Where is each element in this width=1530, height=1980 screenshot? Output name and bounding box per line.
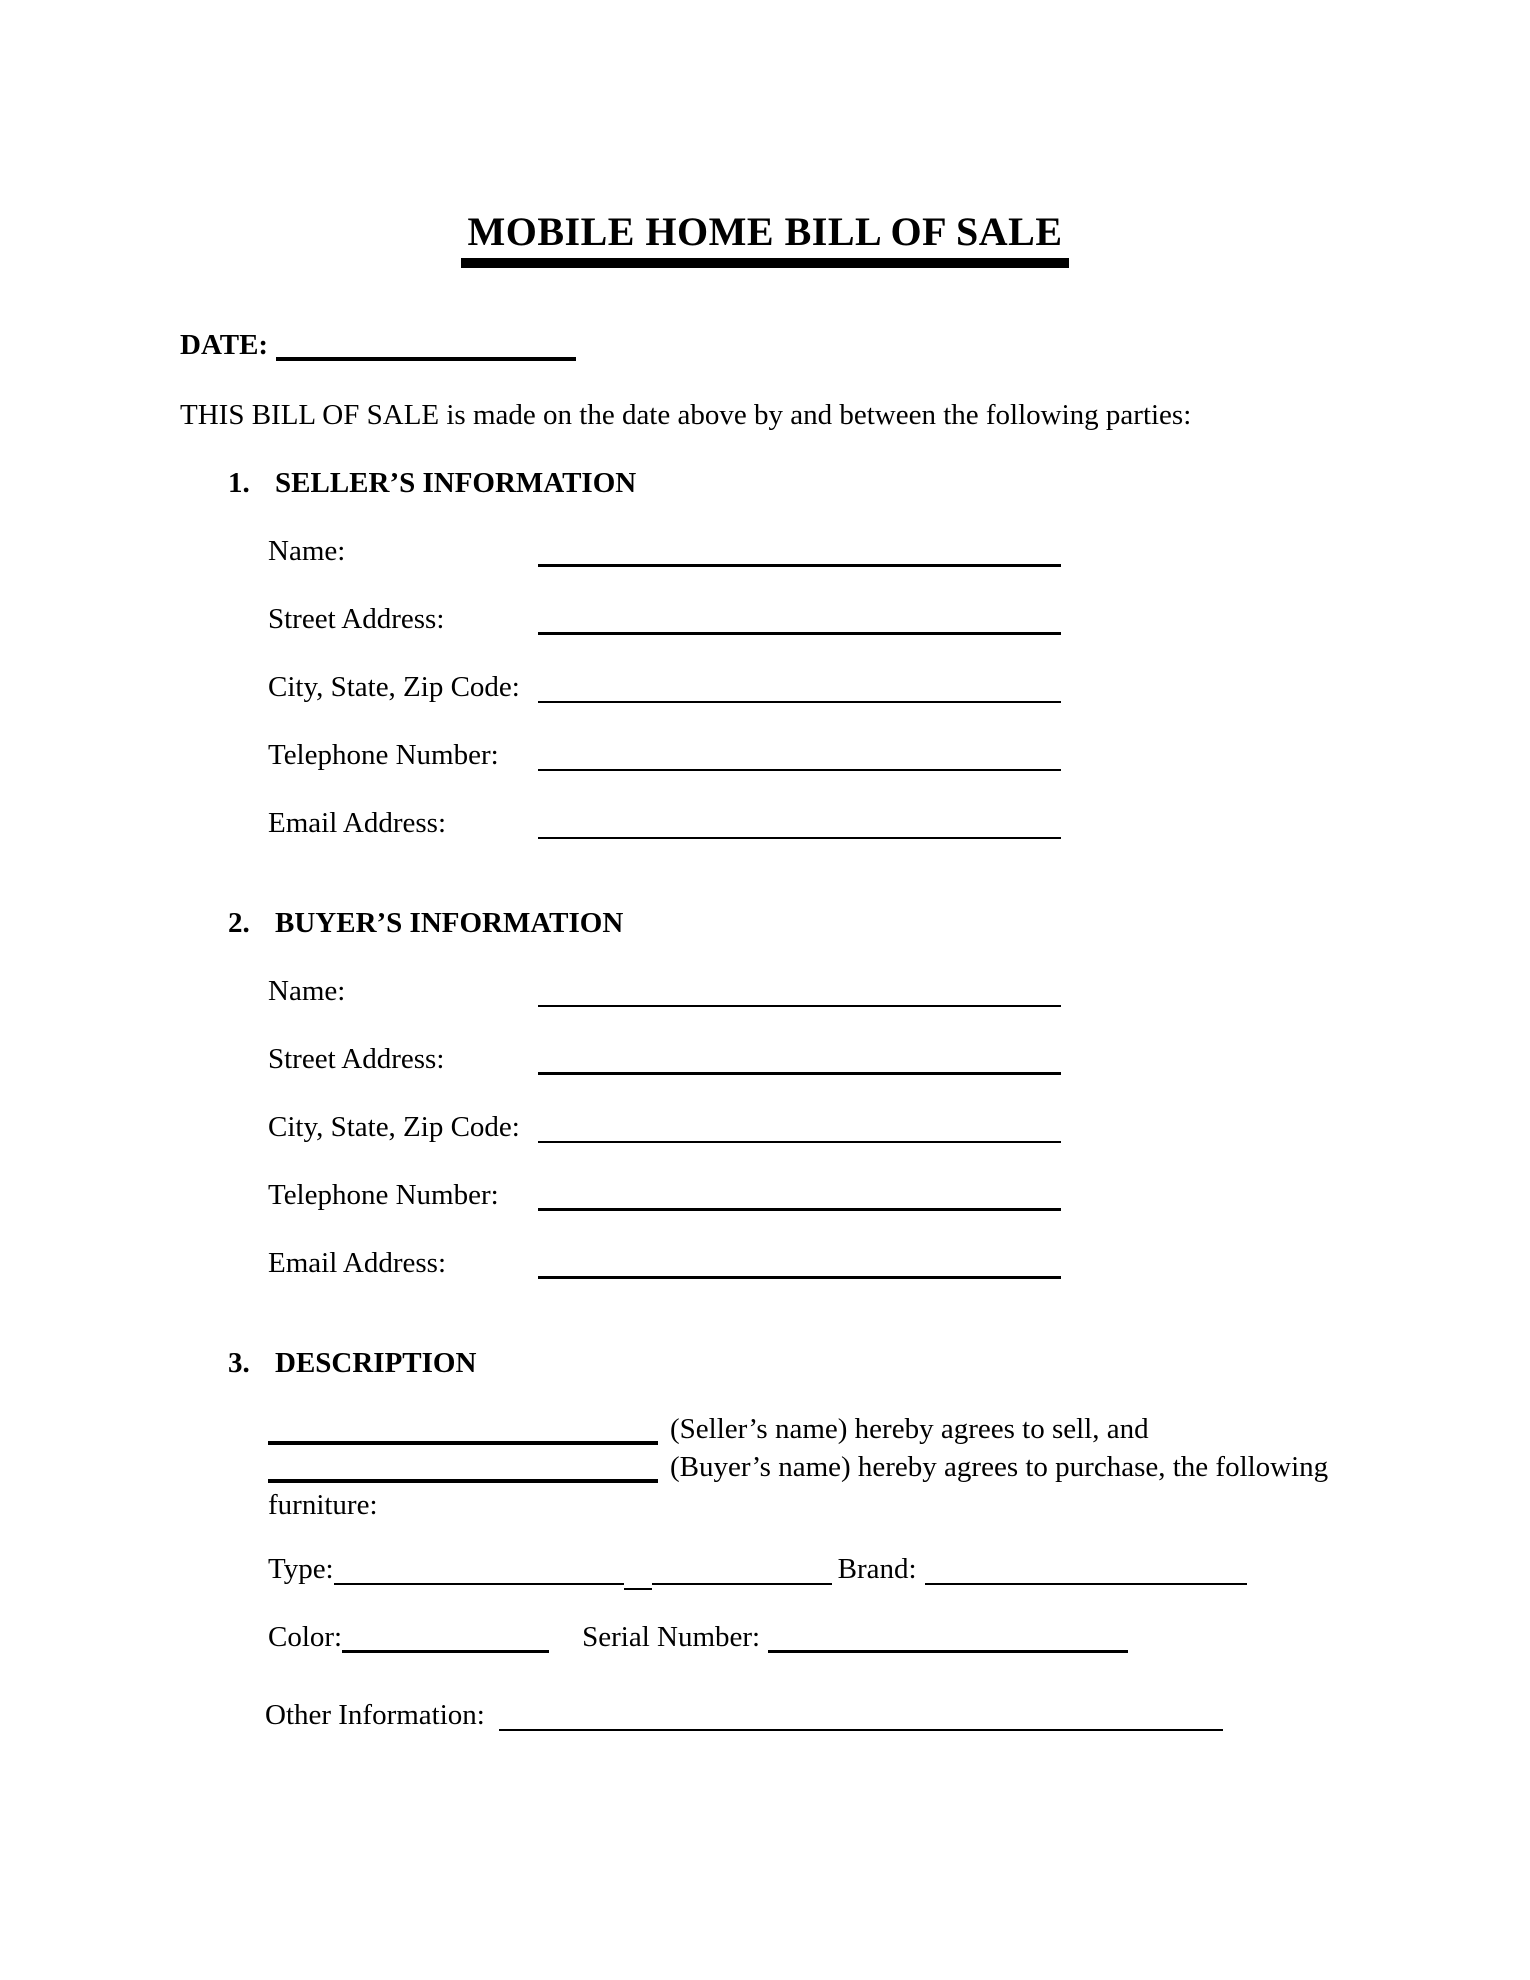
field-row <box>268 1244 1350 1282</box>
seller-agreement-text: (Seller’s name) hereby agrees to sell, and <box>670 1413 1149 1445</box>
seller-name-label: Name: <box>268 535 346 567</box>
section-2-number: 2. <box>228 907 250 939</box>
seller-name-input-line[interactable] <box>538 564 1061 567</box>
buyer-name-label: Name: <box>268 975 346 1007</box>
serial-number-label: Serial Number: <box>582 1621 761 1653</box>
serial-number-input-line[interactable] <box>768 1650 1128 1653</box>
seller-agreement-line <box>268 1410 1350 1448</box>
field-row <box>268 600 1350 638</box>
buyer-agreement-text: (Buyer’s name) hereby agrees to purchase, the following <box>670 1451 1329 1483</box>
field-row <box>268 668 1350 706</box>
section-2-title: BUYER’S INFORMATION <box>275 907 624 939</box>
date-label: DATE: <box>180 329 269 361</box>
color-serial-row <box>268 1618 1350 1656</box>
date-input-line[interactable] <box>276 357 576 361</box>
section-3-heading <box>228 1344 1350 1382</box>
seller-telephone-input-line[interactable] <box>538 769 1061 771</box>
seller-telephone-label: Telephone Number: <box>268 739 499 771</box>
section-1-number: 1. <box>228 467 250 499</box>
other-information-label: Other Information: <box>265 1699 485 1731</box>
section-2-heading <box>228 904 1350 942</box>
field-row <box>268 972 1350 1010</box>
type-brand-row <box>268 1550 1350 1588</box>
field-row <box>268 1176 1350 1214</box>
buyer-email-input-line[interactable] <box>538 1276 1061 1279</box>
buyer-city-state-zip-label: City, State, Zip Code: <box>268 1111 520 1143</box>
brand-input-line[interactable] <box>925 1583 1247 1585</box>
field-row <box>268 736 1350 774</box>
section-1-title: SELLER’S INFORMATION <box>275 467 637 499</box>
agreement-paragraph <box>268 1410 1350 1524</box>
section-3-number: 3. <box>228 1347 250 1379</box>
brand-label: Brand: <box>837 1553 917 1585</box>
seller-name-blank-line[interactable] <box>268 1441 658 1445</box>
section-3-title: DESCRIPTION <box>275 1347 477 1379</box>
document-title: MOBILE HOME BILL OF SALE <box>461 210 1068 268</box>
buyer-telephone-input-line[interactable] <box>538 1208 1061 1211</box>
seller-street-address-input-line[interactable] <box>538 632 1061 635</box>
field-row <box>268 804 1350 842</box>
seller-city-state-zip-label: City, State, Zip Code: <box>268 671 520 703</box>
other-information-input-line[interactable] <box>499 1729 1223 1731</box>
type-label: Type: <box>268 1553 334 1585</box>
type-line-segment-a <box>334 1583 624 1585</box>
color-input-line[interactable] <box>342 1650 549 1653</box>
other-information-row <box>265 1696 1350 1734</box>
date-row <box>180 326 1350 364</box>
type-line-segment-dip <box>624 1588 652 1590</box>
type-line-segment-b <box>652 1583 832 1585</box>
seller-email-input-line[interactable] <box>538 837 1061 839</box>
seller-city-state-zip-input-line[interactable] <box>538 701 1061 703</box>
color-label: Color: <box>268 1621 343 1653</box>
seller-email-label: Email Address: <box>268 807 447 839</box>
furniture-text: furniture: <box>268 1489 378 1521</box>
buyer-telephone-label: Telephone Number: <box>268 1179 499 1211</box>
buyer-email-label: Email Address: <box>268 1247 447 1279</box>
buyer-name-input-line[interactable] <box>538 1005 1061 1007</box>
section-1-heading <box>228 464 1350 502</box>
intro-paragraph: THIS BILL OF SALE is made on the date above by and between the following parties: <box>180 399 1192 431</box>
buyer-city-state-zip-input-line[interactable] <box>538 1141 1061 1143</box>
buyer-street-address-input-line[interactable] <box>538 1072 1061 1075</box>
buyer-name-blank-line[interactable] <box>268 1479 658 1483</box>
field-row <box>268 1040 1350 1078</box>
field-row <box>268 532 1350 570</box>
agreement-continuation-line <box>268 1486 1350 1524</box>
buyer-agreement-line <box>268 1448 1350 1486</box>
field-row <box>268 1108 1350 1146</box>
buyer-street-address-label: Street Address: <box>268 1043 445 1075</box>
seller-street-address-label: Street Address: <box>268 603 445 635</box>
